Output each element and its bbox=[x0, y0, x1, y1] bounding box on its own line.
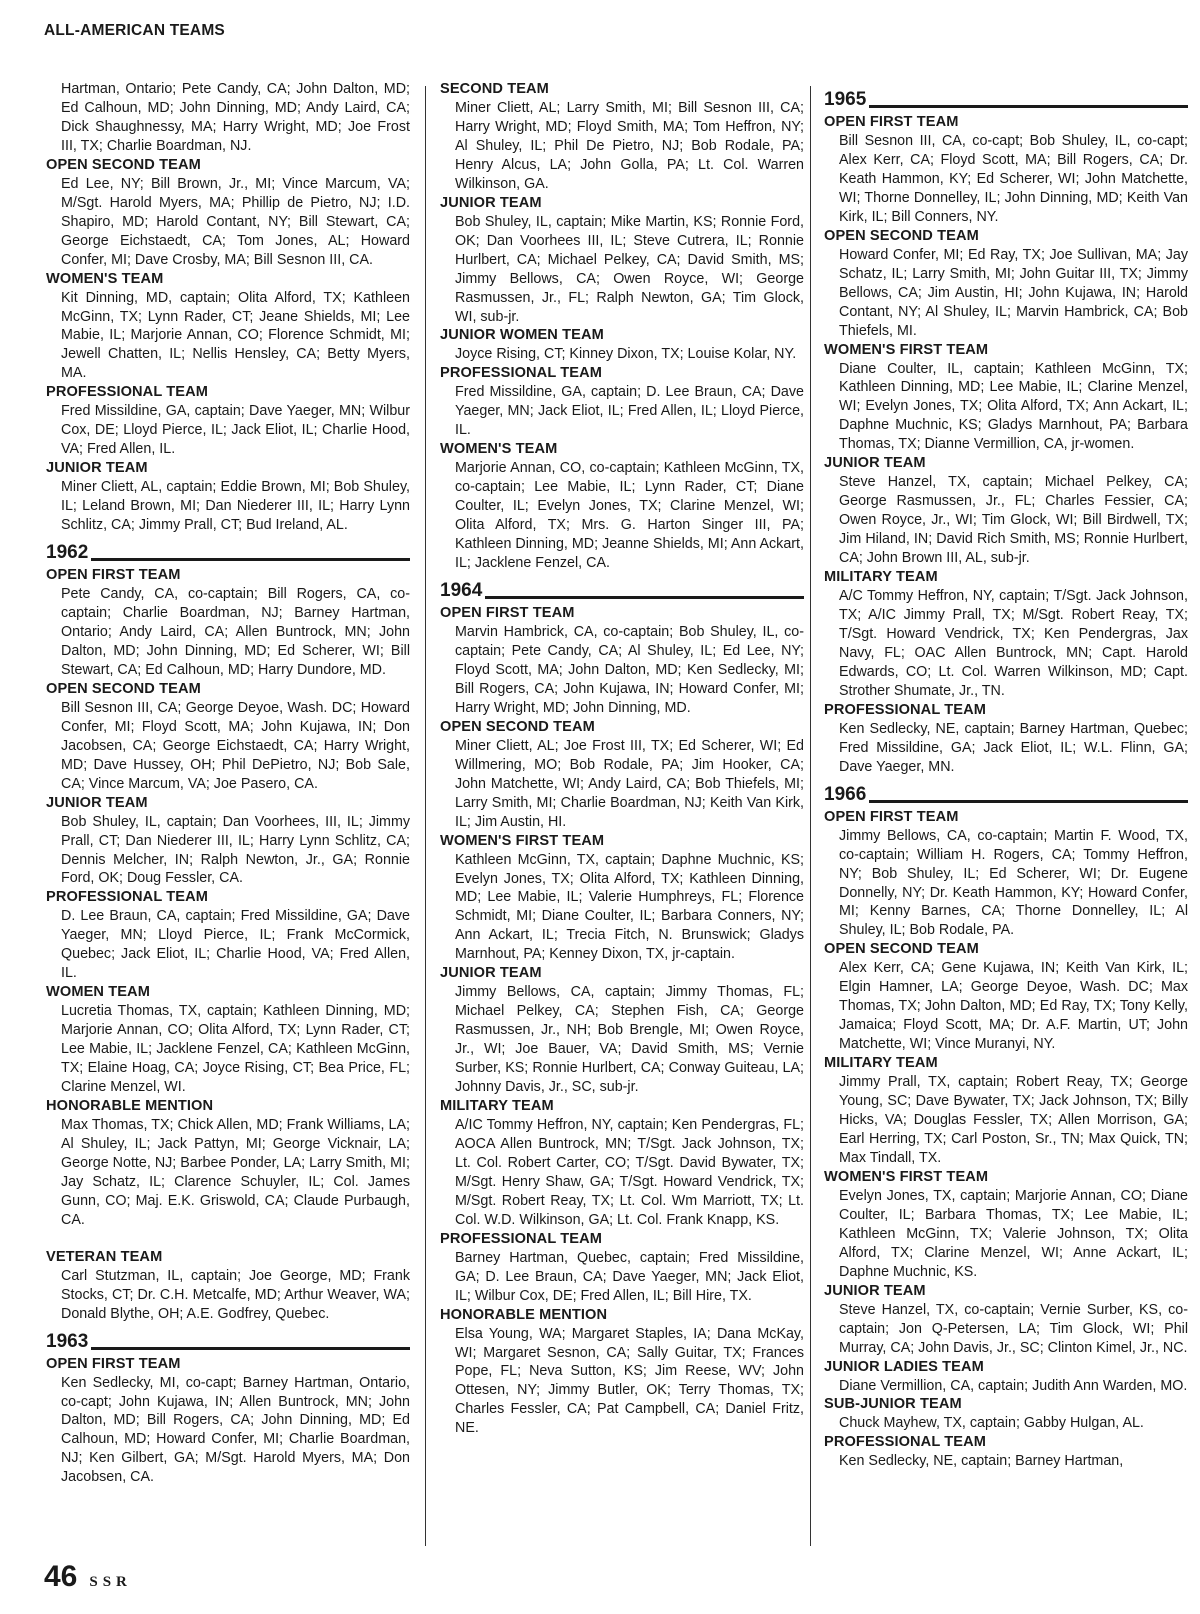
team-heading: OPEN SECOND TEAM bbox=[440, 718, 595, 735]
team-roster: Diane Vermillion, CA, captain; Judith Ann Warden, MO. bbox=[839, 1377, 1188, 1394]
year-heading bbox=[46, 1330, 410, 1353]
year-heading bbox=[440, 579, 804, 602]
year-rule bbox=[869, 800, 1188, 803]
team-heading: OPEN SECOND TEAM bbox=[46, 680, 201, 697]
team-heading: JUNIOR WOMEN TEAM bbox=[440, 327, 604, 344]
year-rule bbox=[91, 558, 410, 561]
year-label: 1965 bbox=[824, 89, 867, 110]
team-heading: JUNIOR TEAM bbox=[440, 965, 542, 982]
team-heading: PROFESSIONAL TEAM bbox=[824, 1434, 986, 1451]
team-roster: Evelyn Jones, TX, captain; Marjorie Annan, CO; Diane Coulter, IL; Barbara Thomas, TX; Lee Mabie, IL; Kathleen McGinn, TX; Valerie Johnson, TX; Olita Alford, TX; Clarine Menzel, WI; Anne Ackart, IL; Daphne Muchnic, KS. bbox=[839, 1187, 1188, 1280]
team-roster: Marvin Hambrick, CA, co-captain; Bob Shuley, IL, co-captain; Pete Candy, CA; Al Shuley, IL; Ed Lee, NY; Floyd Scott, MA; John Dalton, MD; Ken Sedlecky, MI; Bill Rogers, CA; John Kujawa, IN; Howard Confer, MI; Harry Wright, MD; John Dinning, MD. bbox=[455, 624, 804, 716]
team-heading: OPEN FIRST TEAM bbox=[46, 567, 181, 584]
page-header: ALL-AMERICAN TEAMS bbox=[44, 22, 225, 39]
team-roster: Lucretia Thomas, TX, captain; Kathleen Dinning, MD; Marjorie Annan, CO; Olita Alford, TX; Lynn Rader, CT; Lee Mabie, IL; Jacklene Fenzel, CA; Kathleen McGinn, TX; Elaine Hoag, CA; Joyce Rising, CT; Bea Price, FL; Clarine Menzel, WI. bbox=[61, 1003, 410, 1096]
team-roster: Steve Hanzel, TX, captain; Michael Pelkey, CA; George Rasmussen, Jr., FL; Charles Fessier, CA; Owen Royce, Jr., WI; Tim Glock, WI; Bill Birdwell, TX; Jim Hiland, IN; David Rich Smith, MS; Ronnie Hurlbert, CA; John Brown III, AL, sub-jr. bbox=[839, 474, 1188, 567]
team-roster: Carl Stutzman, IL, captain; Joe George, MD; Frank Stocks, CT; Dr. C.H. Metcalfe, MD; Arthur Weaver, WA; Donald Blythe, OH; A.E. Godfrey, Quebec. bbox=[61, 1267, 410, 1322]
team-roster: Jimmy Bellows, CA, captain; Jimmy Thomas, FL; Michael Pelkey, CA; Stephen Fish, CA; George Rasmussen, Jr., NH; Bob Brengle, MI; Owen Royce, Jr., WI; Joe Bauer, VA; David Smith, MS; Vernie Surber, KS; Ronnie Hurlbert, CA; Conway Guiteau, LA; Johnny Davis, Jr., SC, sub-jr. bbox=[455, 984, 804, 1096]
team-heading: SECOND TEAM bbox=[440, 81, 549, 97]
year-rule bbox=[485, 596, 804, 599]
year-heading bbox=[46, 541, 410, 564]
team-heading: PROFESSIONAL TEAM bbox=[46, 889, 208, 906]
team-heading: WOMEN'S FIRST TEAM bbox=[824, 1168, 989, 1185]
column-divider bbox=[810, 86, 811, 1546]
year-rule bbox=[91, 1347, 410, 1350]
team-heading: OPEN FIRST TEAM bbox=[46, 1355, 181, 1372]
team-heading: OPEN FIRST TEAM bbox=[824, 808, 959, 825]
team-roster: D. Lee Braun, CA, captain; Fred Missildine, GA; Dave Yaeger, MN; Lloyd Pierce, IL; Frank McCormick, Quebec; Jack Eliot, IL; Charlie Hood, VA; Fred Allen, IL. bbox=[61, 908, 410, 982]
team-roster: Ken Sedlecky, NE, captain; Barney Hartman, bbox=[839, 1453, 1124, 1470]
team-roster: Barney Hartman, Quebec, captain; Fred Missildine, GA; D. Lee Braun, CA; Dave Yaeger, MN; Jack Eliot, IL; Wilbur Cox, DE; Fred Allen, IL; Bill Hire, TX. bbox=[455, 1249, 804, 1304]
team-heading: OPEN SECOND TEAM bbox=[824, 227, 979, 244]
team-heading: MILITARY TEAM bbox=[824, 1055, 938, 1072]
team-heading: JUNIOR TEAM bbox=[824, 455, 926, 472]
team-heading: MILITARY TEAM bbox=[824, 569, 938, 586]
team-heading: WOMEN'S TEAM bbox=[46, 270, 164, 287]
publication-name: SSR bbox=[89, 1574, 132, 1590]
team-roster: Diane Coulter, IL, captain; Kathleen McGinn, TX; Kathleen Dinning, MD; Lee Mabie, IL; Clarine Menzel, WI; Evelyn Jones, TX; Olita Alford, TX; Ann Ackart, IL; Daphne Muchnic, KS; Gladys Marnhout, PA; Barbara Thomas, TX; Dianne Vermillion, CA, jr-women. bbox=[839, 360, 1188, 453]
team-roster: Steve Hanzel, TX, co-captain; Vernie Surber, KS, co-captain; Jon Q-Petersen, LA; Tim Glock, WI; Phil Murray, CA; John Davis, Jr., SC; Clinton Kimel, Jr., NC. bbox=[839, 1301, 1188, 1356]
team-heading: JUNIOR TEAM bbox=[824, 1282, 926, 1299]
year-label: 1966 bbox=[824, 783, 867, 805]
team-roster: Jimmy Prall, TX, captain; Robert Reay, TX; George Young, SC; Dave Bywater, TX; Jack Johnson, TX; Billy Hicks, VA; Douglas Fessler, TX; Allen Morrison, GA; Earl Herring, TX; Carl Poston, Sr., TN; Max Quick, TN; Max Tindall, TX. bbox=[839, 1074, 1188, 1166]
team-roster: Howard Confer, MI; Ed Ray, TX; Joe Sullivan, MA; Jay Schatz, IL; Larry Smith, MI; John Guitar III, TX; Jimmy Bellows, CA; Jim Austin, HI; John Kujawa, IN; Harold Contant, NY; Al Shuley, IL; Marvin Hambrick, CA; Bob Thiefels, MI. bbox=[839, 246, 1188, 339]
team-heading: OPEN FIRST TEAM bbox=[440, 605, 575, 622]
team-roster: Bill Sesnon III, CA, co-capt; Bob Shuley, IL, co-capt; Alex Kerr, CA; Floyd Scott, MA; Bill Rogers, CA; Dr. Keath Hammon, KY; Ed Scherer, WI; John Matchette, WI; Thorne Donnelley, IL; John Dinning, MD; Keith Van Kirk, IL; Bill Conners, NY. bbox=[839, 133, 1188, 225]
team-heading: WOMEN'S FIRST TEAM bbox=[440, 832, 605, 849]
year-label: 1962 bbox=[46, 542, 89, 564]
team-roster: Miner Cliett, AL; Joe Frost III, TX; Ed Scherer, WI; Ed Willmering, MO; Bob Rodale, PA; Jim Hooker, CA; John Matchette, WI; Andy Laird, CA; Bob Thiefels, MI; Larry Smith, MI; Charlie Boardman, NJ; Keith Van Kirk, IL; Jim Austin, HI. bbox=[455, 737, 804, 830]
team-roster: A/C Tommy Heffron, NY, captain; T/Sgt. Jack Johnson, TX; A/IC Jimmy Prall, TX; M/Sgt. Robert Reay, TX; T/Sgt. Howard Vendrick, TX; Ken Pendergras, Jax Navy, FL; OAC Allen Buntrock, MN; Capt. Harold Edwards, CO; Lt. Col. Warren Wilkinson, MD; Capt. Strother Shumate, Jr., TN. bbox=[839, 588, 1188, 699]
team-heading: PROFESSIONAL TEAM bbox=[46, 384, 208, 401]
team-roster: Chuck Mayhew, TX, captain; Gabby Hulgan, AL. bbox=[839, 1415, 1144, 1432]
team-roster: Fred Missildine, GA, captain; D. Lee Braun, CA; Dave Yaeger, MN; Jack Eliot, IL; Fred Allen, IL; Lloyd Pierce, IL. bbox=[455, 384, 804, 439]
year-heading bbox=[824, 88, 1188, 111]
team-roster: Bob Shuley, IL, captain; Mike Martin, KS; Ronnie Ford, OK; Dan Voorhees III, IL; Steve Cutrera, IL; Ronnie Hurlbert, CA; Michael Pelkey, CA; David Smith, MS; Jimmy Bellows, CA; Owen Royce, WI; George Rasmussen, Jr., FL; Ralph Newton, GA; Tim Glock, WI, sub-jr. bbox=[455, 213, 804, 325]
team-heading: JUNIOR TEAM bbox=[440, 194, 542, 211]
team-roster: Alex Kerr, CA; Gene Kujawa, IN; Keith Van Kirk, IL; Elgin Hamner, LA; George Deyoe, Wash. DC; Max Thomas, TX; John Dalton, MD; Ed Ray, TX; Tony Kelly, Jamaica; Floyd Scott, MA; Dr. A.F. Martin, UT; John Matchette, WI; Vince Muranyi, NY. bbox=[839, 960, 1188, 1053]
team-heading: PROFESSIONAL TEAM bbox=[440, 1230, 602, 1247]
page-number: 46 bbox=[44, 1560, 78, 1593]
year-heading bbox=[824, 783, 1188, 806]
section-spacer bbox=[46, 1230, 410, 1248]
team-heading: JUNIOR LADIES TEAM bbox=[824, 1358, 984, 1375]
year-rule bbox=[869, 105, 1188, 108]
team-roster: Elsa Young, WA; Margaret Staples, IA; Dana McKay, WI; Margaret Sesnon, CA; Sally Guitar, TX; Frances Pope, FL; Neva Sutton, KS; Jim Reese, WV; John Ottesen, NY; Jimmy Butler, OK; Terry Thomas, TX; Charles Fessler, CA; Pat Campbell, CA; Daniel Fritz, NE. bbox=[455, 1325, 804, 1437]
year-label: 1964 bbox=[440, 580, 483, 602]
team-roster: Miner Cliett, AL; Larry Smith, MI; Bill Sesnon III, CA; Harry Wright, MD; Floyd Smith, MA; Tom Heffron, NY; Al Shuley, IL; Phil De Pietro, NJ; Bob Rodale, PA; Henry Alcus, LA; John Golla, PA; Lt. Col. Warren Wilkinson, GA. bbox=[455, 100, 804, 192]
team-heading: PROFESSIONAL TEAM bbox=[824, 701, 986, 718]
page-footer bbox=[44, 1560, 132, 1594]
team-roster: Jimmy Bellows, CA, co-captain; Martin F. Wood, TX, co-captain; William H. Rogers, CA; Tommy Heffron, NY; Bob Shuley, IL; Ed Scherer, WI; Dr. Eugene Donnelly, NY; Dr. Keath Hammon, KY; Howard Confer, MI; Kenny Barnes, CA; Thorne Donnelley, IL; Al Shuley, IL; Bob Rodale, PA. bbox=[839, 827, 1188, 939]
team-heading: OPEN SECOND TEAM bbox=[824, 941, 979, 958]
team-roster: Fred Missildine, GA, captain; Dave Yaeger, MN; Wilbur Cox, DE; Lloyd Pierce, IL; Jack Eliot, IL; Charlie Hood, VA; Fred Allen, IL. bbox=[61, 403, 410, 458]
team-heading: OPEN FIRST TEAM bbox=[824, 114, 959, 130]
team-heading: JUNIOR TEAM bbox=[46, 460, 148, 477]
team-roster: Ken Sedlecky, MI, co-capt; Barney Hartman, Ontario, co-capt; John Kujawa, IN; Allen Buntrock, MN; John Dalton, MD; Bill Rogers, CA; John Dinning, MD; Ed Calhoun, MD; Howard Confer, MI; Charlie Boardman, NJ; Ken Gilbert, GA; M/Sgt. Harold Myers, MA; Don Jacobsen, CA. bbox=[61, 1374, 410, 1486]
team-heading: HONORABLE MENTION bbox=[440, 1306, 608, 1323]
team-roster: Marjorie Annan, CO, co-captain; Kathleen McGinn, TX, co-captain; Lee Mabie, IL; Lynn Rader, CT; Diane Coulter, IL; Evelyn Jones, TX; Clarine Menzel, WI; Olita Alford, TX; Mrs. G. Harton Singer III, PA; Kathleen Dinning, MD; Jeanne Shields, MI; Ann Ackart, IL; Jacklene Fenzel, CA. bbox=[455, 460, 804, 572]
column-divider bbox=[425, 86, 426, 1546]
team-roster: Bill Sesnon III, CA; George Deyoe, Wash. DC; Howard Confer, MI; Floyd Scott, MA; John Kujawa, IN; Don Jacobsen, CA; George Eichstaedt, CA; Harry Wright, MD; Dave Hussey, OH; Phil DePietro, NJ; Bob Sale, CA; Vince Marcum, VA; Joe Pasero, CA. bbox=[61, 699, 410, 792]
team-roster: Hartman, Ontario; Pete Candy, CA; John Dalton, MD; Ed Calhoun, MD; John Dinning, MD; Andy Laird, CA; Dick Shaughnessy, MA; Harry Wright, MD; Joe Frost III, TX; Charlie Boardman, NJ. bbox=[61, 81, 410, 154]
team-heading: WOMEN TEAM bbox=[46, 984, 150, 1001]
team-roster: Kit Dinning, MD, captain; Olita Alford, TX; Kathleen McGinn, TX; Lynn Rader, CT; Jeane Shields, MI; Lee Mabie, IL; Marjorie Annan, CO; Florence Schmidt, MI; Jewell Chatten, IL; Nellis Hensley, CA; Betty Myers, MA. bbox=[61, 289, 410, 382]
team-heading: HONORABLE MENTION bbox=[46, 1097, 214, 1114]
team-roster: Bob Shuley, IL, captain; Dan Voorhees, III, IL; Jimmy Prall, CT; Dan Niederer III, IL; Harry Lynn Schlitz, CA; Dennis Melcher, IN; Ralph Newton, Jr., GA; Ronnie Ford, OK; Doug Fessler, CA. bbox=[61, 813, 410, 887]
team-roster: Ed Lee, NY; Bill Brown, Jr., MI; Vince Marcum, VA; M/Sgt. Harold Myers, MA; Phillip de Pietro, NJ; I.D. Shapiro, MD; Harold Contant, NY; Bill Stewart, CA; George Eichstaedt, CA; Tom Jones, AL; Howard Confer, MI; Dave Crosby, MA; Bill Sesnon III, CA. bbox=[61, 175, 410, 268]
team-heading: VETERAN TEAM bbox=[46, 1248, 163, 1265]
team-roster: Ken Sedlecky, NE, captain; Barney Hartman, Quebec; Fred Missildine, GA; Jack Eliot, IL; W.L. Flinn, GA; Dave Yaeger, MN. bbox=[839, 720, 1188, 775]
year-label: 1963 bbox=[46, 1330, 89, 1352]
column-2 bbox=[440, 80, 804, 1438]
team-roster: Pete Candy, CA, co-captain; Bill Rogers, CA, co-captain; Charlie Boardman, NJ; Barney Hartman, Ontario; Andy Laird, CA; Allen Buntrock, MN; John Dalton, MD; John Dinning, MD; Ed Scherer, WI; Bill Stewart, CA; Ed Calhoun, MD; Harry Dundore, MD. bbox=[61, 586, 410, 678]
team-heading: WOMEN'S TEAM bbox=[440, 441, 558, 458]
team-heading: OPEN SECOND TEAM bbox=[46, 156, 201, 173]
team-roster: Joyce Rising, CT; Kinney Dixon, TX; Louise Kolar, NY. bbox=[455, 346, 797, 363]
team-heading: JUNIOR TEAM bbox=[46, 794, 148, 811]
team-roster: Miner Cliett, AL, captain; Eddie Brown, MI; Bob Shuley, IL; Leland Brown, MI; Dan Niederer III, IL; Harry Lynn Schlitz, CA; Jimmy Prall, CT; Bud Ireland, AL. bbox=[61, 479, 410, 534]
team-roster: Max Thomas, TX; Chick Allen, MD; Frank Williams, LA; Al Shuley, IL; Jack Pattyn, MI; George Vicknair, LA; George Notte, NJ; Barbee Ponder, LA; Larry Smith, MI; Jay Schatz, IL; Clarence Schuyler, IL; Col. James Gunn, CO; Maj. E.K. Griswold, CA; Claude Purbaugh, CA. bbox=[61, 1116, 410, 1228]
team-roster: Kathleen McGinn, TX, captain; Daphne Muchnic, KS; Evelyn Jones, TX; Olita Alford, TX; Kathleen Dinning, MD; Lee Mabie, IL; Valerie Humphreys, FL; Florence Schmidt, MI; Diane Coulter, IL; Barbara Conners, NY; Ann Ackart, IL; Trecia Fitch, N. Brunswick; Gladys Marnhout, PA; Kenney Dixon, TX, jr-captain. bbox=[455, 851, 804, 963]
team-heading: MILITARY TEAM bbox=[440, 1097, 554, 1114]
team-heading: WOMEN'S FIRST TEAM bbox=[824, 341, 989, 358]
column-1 bbox=[46, 80, 410, 1487]
team-roster: A/IC Tommy Heffron, NY, captain; Ken Pendergras, FL; AOCA Allen Buntrock, MN; T/Sgt. Jack Johnson, TX; Lt. Col. Robert Carter, CO; T/Sgt. David Bywater, TX; M/Sgt. Henry Shaw, GA; T/Sgt. Howard Vendrick, TX; M/Sgt. Robert Reay, TX; Lt. Col. Wm Marriott, TX; Lt. Col. W.D. Wilkinson, GA; Lt. Col. Frank Knapp, KS. bbox=[455, 1116, 804, 1228]
column-3 bbox=[824, 82, 1188, 1471]
team-heading: SUB-JUNIOR TEAM bbox=[824, 1396, 962, 1413]
team-heading: PROFESSIONAL TEAM bbox=[440, 365, 602, 382]
